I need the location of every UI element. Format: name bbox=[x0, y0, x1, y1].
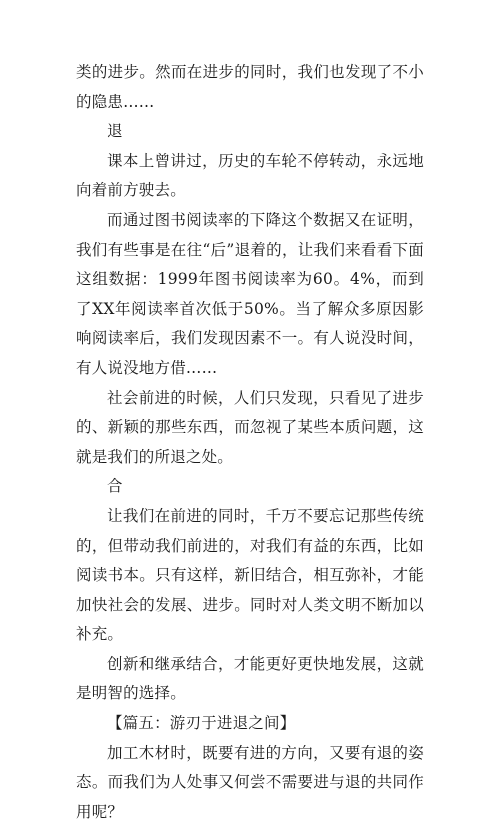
document-body bbox=[76, 58, 424, 827]
heading-tui: 退 bbox=[107, 122, 123, 141]
section-title-piece-five: 【篇五：游刃于进退之间】 bbox=[107, 714, 296, 733]
paragraph-history-wheel: 课本上曾讲过，历史的车轮不停转动，永远地向着前方驶去。 bbox=[76, 151, 424, 200]
paragraph-reading-rate: 而通过图书阅读率的下降这个数据又在证明，我们有些事是在往“后”退着的，让我们来看看下面这组数据：1999年图书阅读率为60。4%，而到了XX年阅读率首次低于50%。当了解众多原因影响阅读率后，我们发现因素不一。有人说没时间，有人说没地方借…… bbox=[76, 210, 424, 377]
paragraph-woodworking: 加工木材时，既要有进的方向，又要有退的姿态。而我们为人处事又何尝不需要进与退的共同作用呢？ bbox=[76, 743, 424, 821]
paragraph-society-progress: 社会前进的时候，人们只发现，只看见了进步的、新颖的那些东西，而忽视了某些本质问题，这就是我们的所退之处。 bbox=[76, 388, 424, 466]
paragraph-innovation: 创新和继承结合，才能更好更快地发展，这就是明智的选择。 bbox=[76, 654, 424, 703]
heading-he: 合 bbox=[107, 477, 123, 496]
paragraph-tradition: 让我们在前进的同时，千万不要忘记那些传统的，但带动我们前进的，对我们有益的东西，比如阅读书本。只有这样，新旧结合，相互弥补，才能加快社会的发展、进步。同时对人类文明不断加以补充。 bbox=[76, 506, 424, 644]
continuation-paragraph: 类的进步。然而在进步的同时，我们也发现了不小的隐患…… bbox=[76, 63, 424, 111]
